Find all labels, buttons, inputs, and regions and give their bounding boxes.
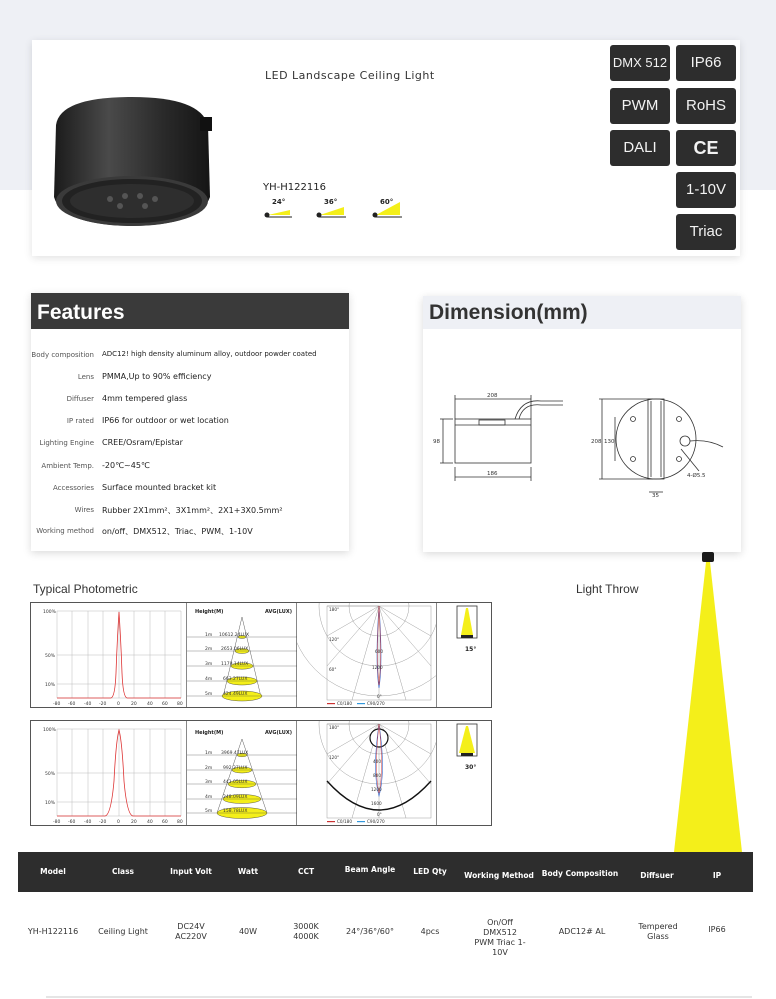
lux-value: 3969.47LUX [221, 751, 249, 756]
height-header: Height(M) [195, 609, 224, 615]
feature-key: Lighting Engine [39, 439, 94, 447]
td-model: YH-H122116 [27, 927, 79, 936]
td-diffuser: Tempered Glass [638, 922, 678, 941]
polar-label: 1200 [372, 665, 383, 670]
photometric-panel-30 [30, 720, 492, 826]
intensity-curve [31, 603, 187, 707]
light-throw-title: Light Throw [576, 582, 639, 596]
feature-value: -20℃~45℃ [102, 461, 150, 470]
badge-ce: CE [676, 130, 736, 166]
xtick: 60 [162, 702, 168, 707]
beam-24 [264, 198, 298, 220]
angle-label: 0° [377, 694, 382, 699]
angle-label: 180° [329, 607, 340, 612]
feature-key: IP rated [66, 417, 94, 425]
feature-row [31, 367, 349, 387]
td-class: Ceiling Light [98, 927, 148, 936]
beam-icon-panel [437, 721, 493, 825]
td-input-volt: DC24V AC220V [175, 922, 207, 941]
lux-value: 441.05LUX [223, 780, 248, 785]
xtick: -40 [84, 702, 92, 707]
td-working-method: On/Off DMX512 PWM Triac 1-10V [474, 918, 526, 957]
th-cct: CCT [297, 867, 315, 876]
height-header: Height(M) [195, 730, 224, 736]
feature-key: Body composition [31, 351, 94, 359]
feature-value: CREE/Osram/Epistar [102, 438, 183, 447]
feature-key: Ambient Temp. [41, 462, 94, 470]
product-image [50, 95, 215, 230]
feature-value: ADC12! high density aluminum alloy, outdoor powder coated [102, 350, 317, 358]
angle-label: 120° [329, 637, 340, 642]
lux-table [187, 603, 297, 707]
td-watt: 40W [238, 927, 258, 936]
lux-table [187, 721, 297, 825]
height-label: 5m [205, 692, 213, 697]
polar-label: 400 [373, 759, 381, 764]
lux-value: 158.78LUX [223, 809, 248, 814]
xtick: -60 [68, 702, 76, 707]
height-label: 4m [205, 795, 213, 800]
feature-row [31, 345, 349, 365]
dimension-title: Dimension(mm) [423, 296, 741, 329]
lux-value: 248.09LUX [223, 795, 248, 800]
beam-angle-label: 15° [465, 646, 477, 653]
th-model: Model [40, 867, 66, 876]
lux-value: 10612.24LUX [219, 633, 250, 638]
th-watt: Watt [237, 867, 259, 876]
pct-label: 100% [43, 728, 56, 733]
intensity-curve [31, 721, 187, 825]
beam-60 [372, 198, 406, 220]
feature-value: 4mm tempered glass [102, 394, 188, 403]
dim-height: 98 [433, 439, 440, 445]
feature-value: Rubber 2X1mm²、3X1mm²、2X1+3X0.5mm² [102, 506, 283, 515]
height-label: 3m [205, 662, 213, 667]
xtick: 40 [147, 820, 153, 825]
beam-label: 24° [272, 198, 286, 206]
dimension-drawing [423, 329, 741, 552]
feature-value: on/off、DMX512、Triac、PWM、1-10V [102, 527, 253, 536]
height-label: 5m [205, 809, 213, 814]
angle-label: 180° [329, 725, 340, 730]
th-ip: IP [712, 871, 722, 880]
polar-label: 1200 [371, 787, 382, 792]
legend-c0: C0/180 [337, 819, 352, 824]
features-panel [31, 293, 349, 551]
feature-row [31, 411, 349, 431]
badge-pwm: PWM [610, 88, 670, 124]
legend-c0: C0/180 [337, 701, 352, 706]
height-label: 4m [205, 677, 213, 682]
height-label: 2m [205, 766, 213, 771]
feature-value: PMMA,Up to 90% efficiency [102, 372, 212, 381]
angle-label: 60° [329, 667, 337, 672]
th-working-method: Working Method [464, 871, 534, 880]
pct-label: 100% [43, 610, 56, 615]
td-ip: IP66 [708, 925, 726, 934]
xtick: -80 [53, 820, 61, 825]
height-label: 1m [205, 633, 213, 638]
product-title: LED Landscape Ceiling Light [265, 69, 435, 82]
dim-bottom-width: 186 [487, 471, 498, 477]
height-label: 1m [205, 751, 213, 756]
badge-rohs: RoHS [676, 88, 736, 124]
th-input-volt: Input Volt [170, 867, 212, 876]
height-label: 3m [205, 780, 213, 785]
feature-row [31, 500, 349, 520]
xtick: 0 [117, 820, 120, 825]
xtick: -80 [53, 702, 61, 707]
td-cct: 3000K 4000K [293, 922, 319, 941]
badge-1-10v: 1-10V [676, 172, 736, 208]
dim-diameter: 208 [591, 439, 602, 445]
beam-angle-options [264, 198, 414, 220]
polar-diagram [297, 603, 437, 707]
lux-value: 2653.06LUX [221, 647, 249, 652]
xtick: -60 [68, 820, 76, 825]
th-diffuser: Diffsuer [640, 871, 674, 880]
pct-label: 10% [45, 801, 56, 806]
polar-diagram [297, 721, 437, 825]
td-beam-angle: 24°/36°/60° [346, 927, 394, 936]
feature-row [31, 456, 349, 476]
beam-36 [316, 198, 350, 220]
badge-dali: DALI [610, 130, 670, 166]
polar-label: 1600 [371, 801, 382, 806]
feature-value: Surface mounted bracket kit [102, 483, 217, 492]
avg-header: AVG(LUX) [265, 609, 292, 615]
xtick: 40 [147, 702, 153, 707]
feature-key: Working method [36, 527, 94, 535]
feature-key: Diffuser [66, 395, 94, 403]
model-code: YH-H122116 [263, 182, 326, 193]
badge-triac: Triac [676, 214, 736, 250]
td-led-qty: 4pcs [420, 927, 440, 936]
xtick: -40 [84, 820, 92, 825]
dim-holes: 4-Ø5.5 [687, 473, 706, 479]
avg-header: AVG(LUX) [265, 730, 292, 736]
legend-c90: C90/270 [367, 819, 385, 824]
feature-row [31, 478, 349, 498]
feature-value: IP66 for outdoor or wet location [102, 416, 229, 425]
beam-angle-label: 30° [465, 764, 477, 771]
xtick: -20 [99, 702, 107, 707]
lux-value: 1179.14LUX [221, 662, 249, 667]
th-beam-angle: Beam Angle [344, 865, 396, 874]
dim-spacing: 35 [652, 493, 659, 499]
angle-label: 0° [377, 812, 382, 817]
pct-label: 50% [45, 772, 56, 777]
feature-key: Lens [77, 373, 94, 381]
xtick: 0 [117, 702, 120, 707]
feature-key: Wires [74, 506, 94, 514]
features-title: Features [31, 293, 349, 329]
lux-value: 992.37LUX [223, 766, 248, 771]
polar-label: 600 [375, 649, 383, 654]
feature-row [31, 521, 349, 541]
xtick: 80 [177, 702, 183, 707]
xtick: -20 [99, 820, 107, 825]
polar-label: 800 [373, 773, 381, 778]
dim-inner: 130 [604, 439, 615, 445]
badge-dmx512: DMX 512 [610, 45, 670, 81]
beam-label: 36° [324, 198, 338, 206]
th-led-qty: LED Qty [413, 867, 447, 876]
feature-key: Accessories [52, 484, 94, 492]
th-body-composition: Body Composition [541, 869, 619, 878]
feature-row [31, 433, 349, 453]
product-card [32, 40, 740, 256]
lux-value: 424.49LUX [223, 692, 248, 697]
photometric-panel-15 [30, 602, 492, 708]
light-throw-graphic [670, 550, 750, 852]
dimension-panel [423, 296, 741, 552]
pct-label: 10% [45, 683, 56, 688]
lux-value: 663.27LUX [223, 677, 248, 682]
photometric-title: Typical Photometric [33, 582, 138, 596]
feature-row [31, 389, 349, 409]
xtick: 80 [177, 820, 183, 825]
xtick: 60 [162, 820, 168, 825]
bottom-divider [46, 996, 752, 998]
pct-label: 50% [45, 654, 56, 659]
legend-c90: C90/270 [367, 701, 385, 706]
height-label: 2m [205, 647, 213, 652]
spec-table-header [18, 852, 753, 892]
angle-label: 120° [329, 755, 340, 760]
xtick: 20 [131, 820, 137, 825]
td-body-composition: ADC12# AL [558, 927, 606, 936]
dim-top-width: 208 [487, 393, 498, 399]
badge-ip66: IP66 [676, 45, 736, 81]
xtick: 20 [131, 702, 137, 707]
th-class: Class [111, 867, 135, 876]
beam-icon-panel [437, 603, 493, 707]
beam-label: 60° [380, 198, 394, 206]
